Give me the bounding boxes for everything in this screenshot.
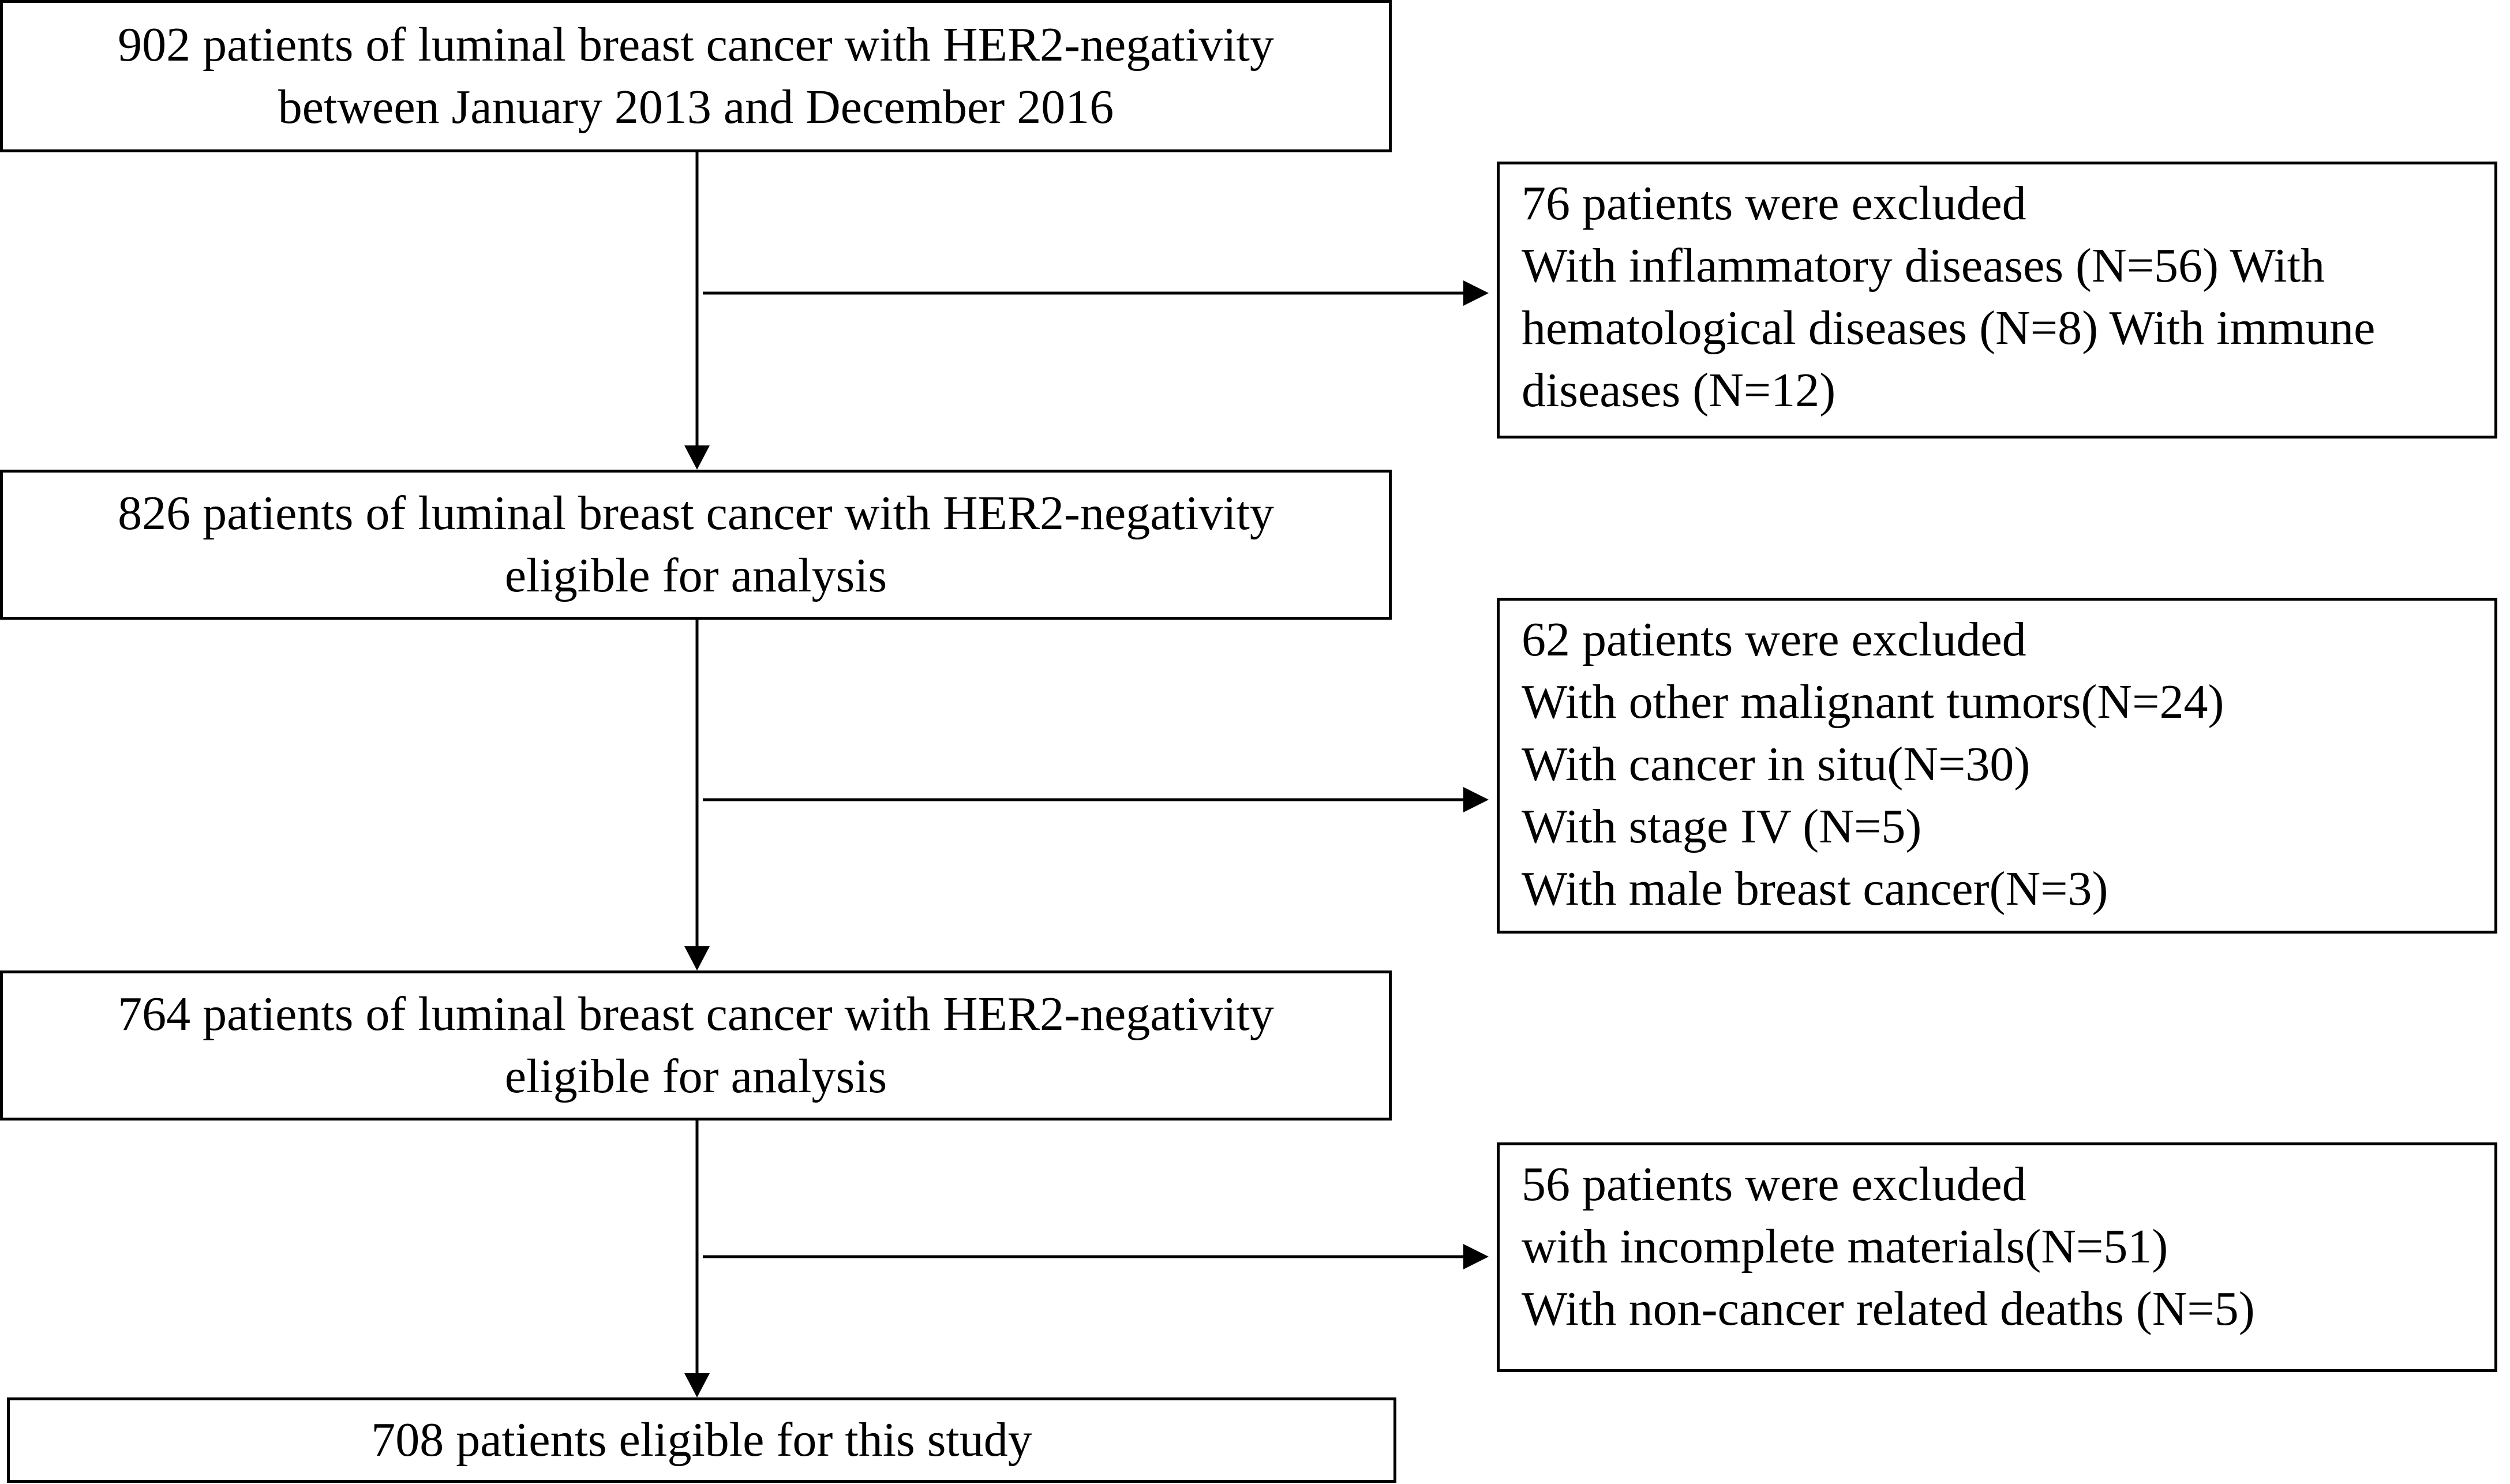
- exclusion-1-line-1: 76 patients were excluded: [1522, 177, 2026, 230]
- exclusion-2-line-3: With cancer in situ(N=30): [1522, 737, 2031, 791]
- flow-step-3: [0, 970, 1392, 1121]
- exclusion-box-1: [1497, 162, 2497, 439]
- flow-step-1: [0, 0, 1392, 152]
- exclusion-3-line-2: with incomplete materials(N=51): [1522, 1220, 2168, 1273]
- arrowhead-exclusion-1: [1463, 280, 1489, 306]
- exclusion-2-line-4: With stage IV (N=5): [1522, 800, 1922, 853]
- exclusion-3-line-1: 56 patients were excluded: [1522, 1157, 2026, 1211]
- exclusion-1-line-3: hematological diseases (N=8) With immune: [1522, 301, 2376, 355]
- flow-step-2: [0, 470, 1392, 620]
- flow-step-3-line-2: eligible for analysis: [504, 1050, 887, 1103]
- flow-step-4-line-1: 708 patients eligible for this study: [371, 1413, 1032, 1467]
- arrowhead-step4: [684, 1373, 710, 1397]
- exclusion-1-line-4: diseases (N=12): [1522, 363, 1836, 417]
- exclusion-3-line-3: With non-cancer related deaths (N=5): [1522, 1282, 2255, 1336]
- arrowhead-step2: [684, 445, 710, 470]
- flow-step-1-line-2: between January 2013 and December 2016: [278, 80, 1114, 134]
- flow-step-3-line-1: 764 patients of luminal breast cancer with HER2-negativity: [118, 987, 1274, 1041]
- exclusion-box-2: [1497, 598, 2497, 934]
- exclusion-2-line-2: With other malignant tumors(N=24): [1522, 675, 2224, 729]
- exclusion-2-line-5: With male breast cancer(N=3): [1522, 862, 2108, 916]
- flow-step-1-line-1: 902 patients of luminal breast cancer with HER2-negativity: [118, 18, 1274, 72]
- arrowhead-step3: [684, 946, 710, 970]
- flow-step-2-line-1: 826 patients of luminal breast cancer with HER2-negativity: [118, 486, 1274, 540]
- flow-step-2-line-2: eligible for analysis: [504, 549, 887, 602]
- exclusion-1-line-2: With inflammatory diseases (N=56) With: [1522, 239, 2325, 293]
- arrowhead-exclusion-2: [1463, 787, 1489, 812]
- exclusion-2-line-1: 62 patients were excluded: [1522, 613, 2026, 666]
- exclusion-box-3: [1497, 1142, 2497, 1372]
- flow-step-4: [7, 1397, 1396, 1483]
- arrowhead-exclusion-3: [1463, 1244, 1489, 1269]
